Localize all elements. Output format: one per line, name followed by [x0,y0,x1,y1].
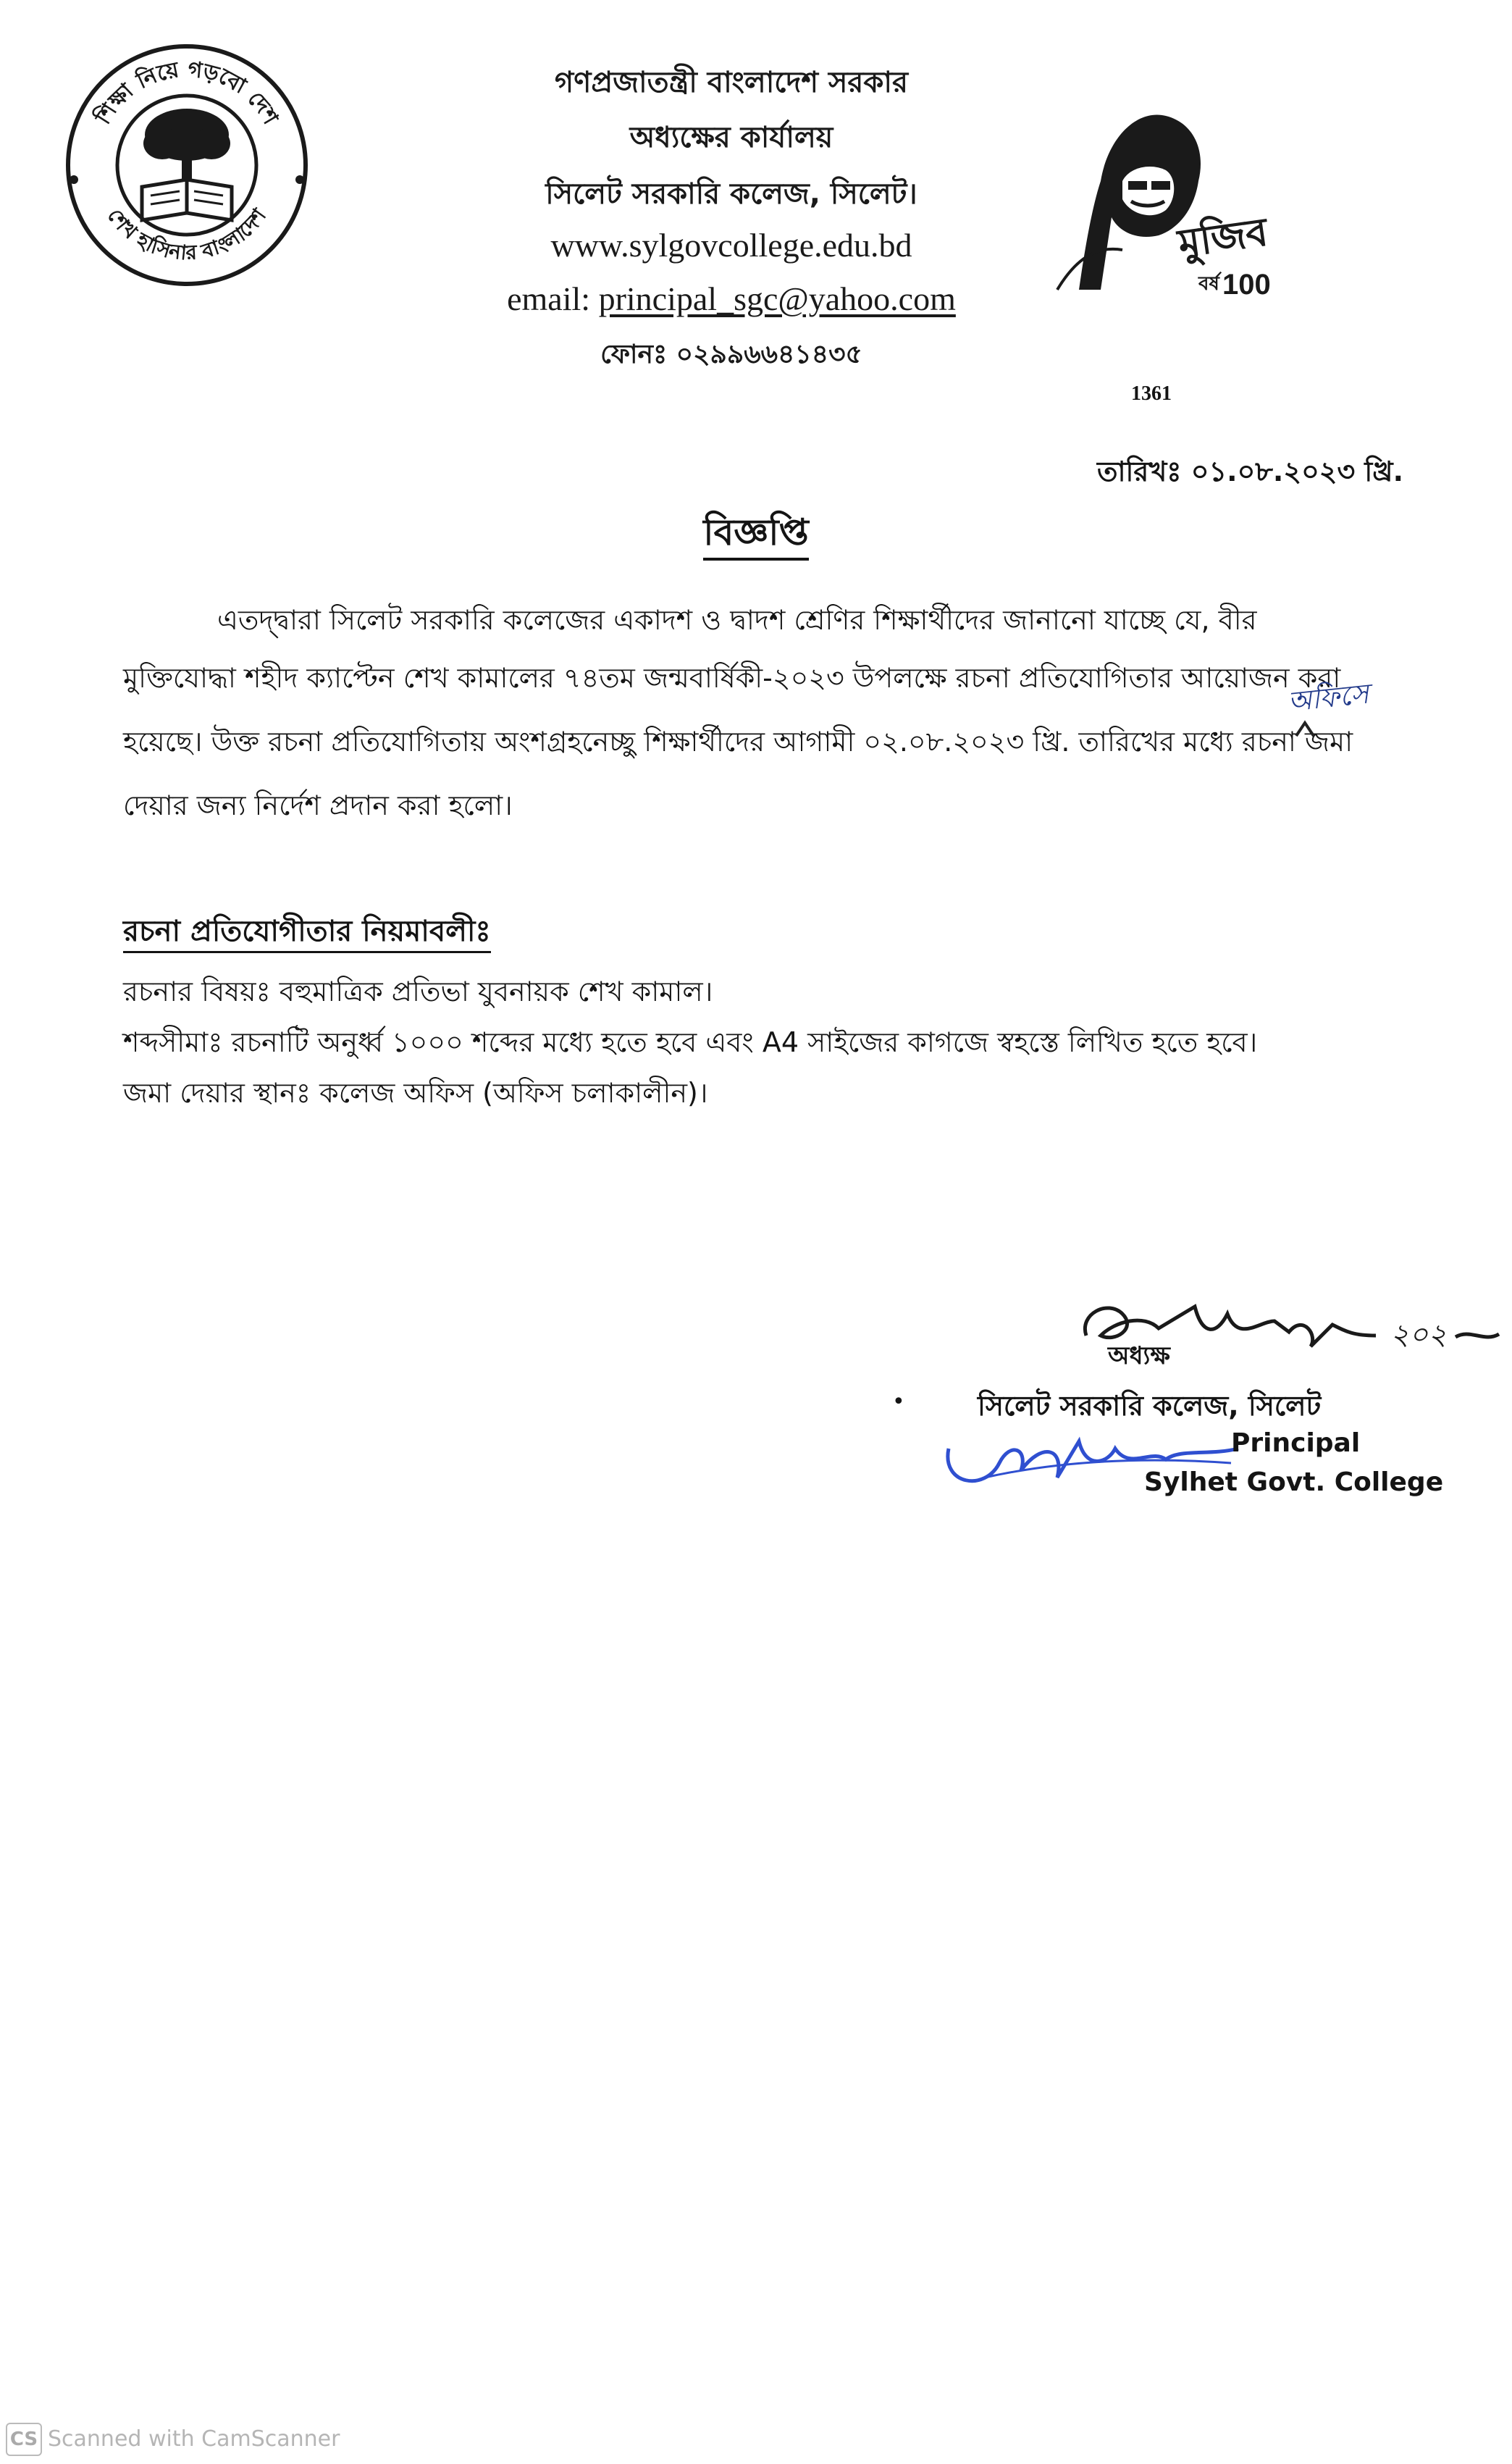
camscanner-badge-icon: CS [6,2423,42,2456]
handwritten-insertion [1282,677,1448,746]
header-email-line [406,280,1057,318]
stamp-college-name: Sylhet Govt. College [1144,1467,1444,1497]
email-link[interactable]: principal_sgc@yahoo.com [598,280,956,317]
notice-title [0,506,1512,566]
body-line-1: এতদ্দ্বারা সিলেট সরকারি কলেজের একাদশ ও দ্বাদশ শ্রেণির শিক্ষার্থীদের জানানো যাচ্ছে যে, বীর [217,604,1257,636]
rule-item: শব্দসীমাঃ রচনাটি অনুর্ধ্ব ১০০০ শব্দের মধ্যে হতে হবে এবং A4 সাইজের কাগজে স্বহস্তে লিখিত হতে হবে। [123,1026,1258,1058]
rule-item: রচনার বিষয়ঃ বহুমাত্রিক প্রতিভা যুবনায়ক শেখ কামাল। [123,976,713,1007]
stray-mark: • [892,1389,905,1415]
body-line-3: হয়েছে। উক্ত রচনা প্রতিযোগিতায় অংশগ্রহনেচ্ছু শিক্ষার্থীদের আগামী ০২.০৮.২০২৩ খ্রি. তারিখের মধ্যে রচনা জমা [123,726,1353,758]
handwritten-insert-text: অফিসে [1286,677,1371,718]
mujib-logo-small-text: বর্ষ [1198,273,1219,295]
notice-date: তারিখঃ ০১.০৮.২০২৩ খ্রি. [1097,456,1403,487]
scanner-watermark-text: Scanned with CamScanner [48,2426,340,2452]
mujib-logo-big-text: মুজিব [1175,209,1271,267]
seal-bottom-text: শেখ হাসিনার বাংলাদেশ [102,204,272,265]
reference-number: 1361 [1131,382,1172,405]
header-government: গণপ্রজাতন্ত্রী বাংলাদেশ সরকার [555,66,908,99]
header-website[interactable]: www.sylgovcollege.edu.bd [550,227,912,264]
mujib-logo-number: 100 [1222,269,1271,301]
seal-top-text: শিক্ষা নিয়ে গড়বো দেশ [91,56,283,129]
rule-item: জমা দেয়ার স্থানঃ কলেজ অফিস (অফিস চলাকালীন)। [123,1077,708,1109]
signatory-role: অধ্যক্ষ [1108,1341,1170,1370]
rules-title-text: রচনা প্রতিযোগীতার নিয়মাবলীঃ [123,915,491,953]
notice-title-text: বিজ্ঞপ্তি [703,511,808,561]
mujib-borsho-logo [1050,72,1271,311]
svg-text:২০২: ২০২ [1390,1318,1448,1352]
body-line-4: দেয়ার জন্য নির্দেশ প্রদান করা হলো। [123,789,513,821]
signatory-college: সিলেট সরকারি কলেজ, সিলেট [978,1390,1322,1422]
email-label: email: [507,280,591,317]
college-seal-logo [64,42,310,288]
rules-title [123,908,491,957]
stamp-principal: Principal [1231,1428,1361,1458]
header-office: অধ্যক্ষের কার্যালয় [629,121,833,154]
body-line-2: মুক্তিযোদ্ধা শহীদ ক্যাপ্টেন শেখ কামালের ৭৪তম জন্মবার্ষিকী-২০২৩ উপলক্ষে রচনা প্রতিযোগিতার আয়োজন করা [123,662,1341,694]
header-phone: ফোনঃ ০২৯৯৬৬৪১৪৩৫ [600,340,862,369]
header-college: সিলেট সরকারি কলেজ, সিলেট। [545,177,917,211]
